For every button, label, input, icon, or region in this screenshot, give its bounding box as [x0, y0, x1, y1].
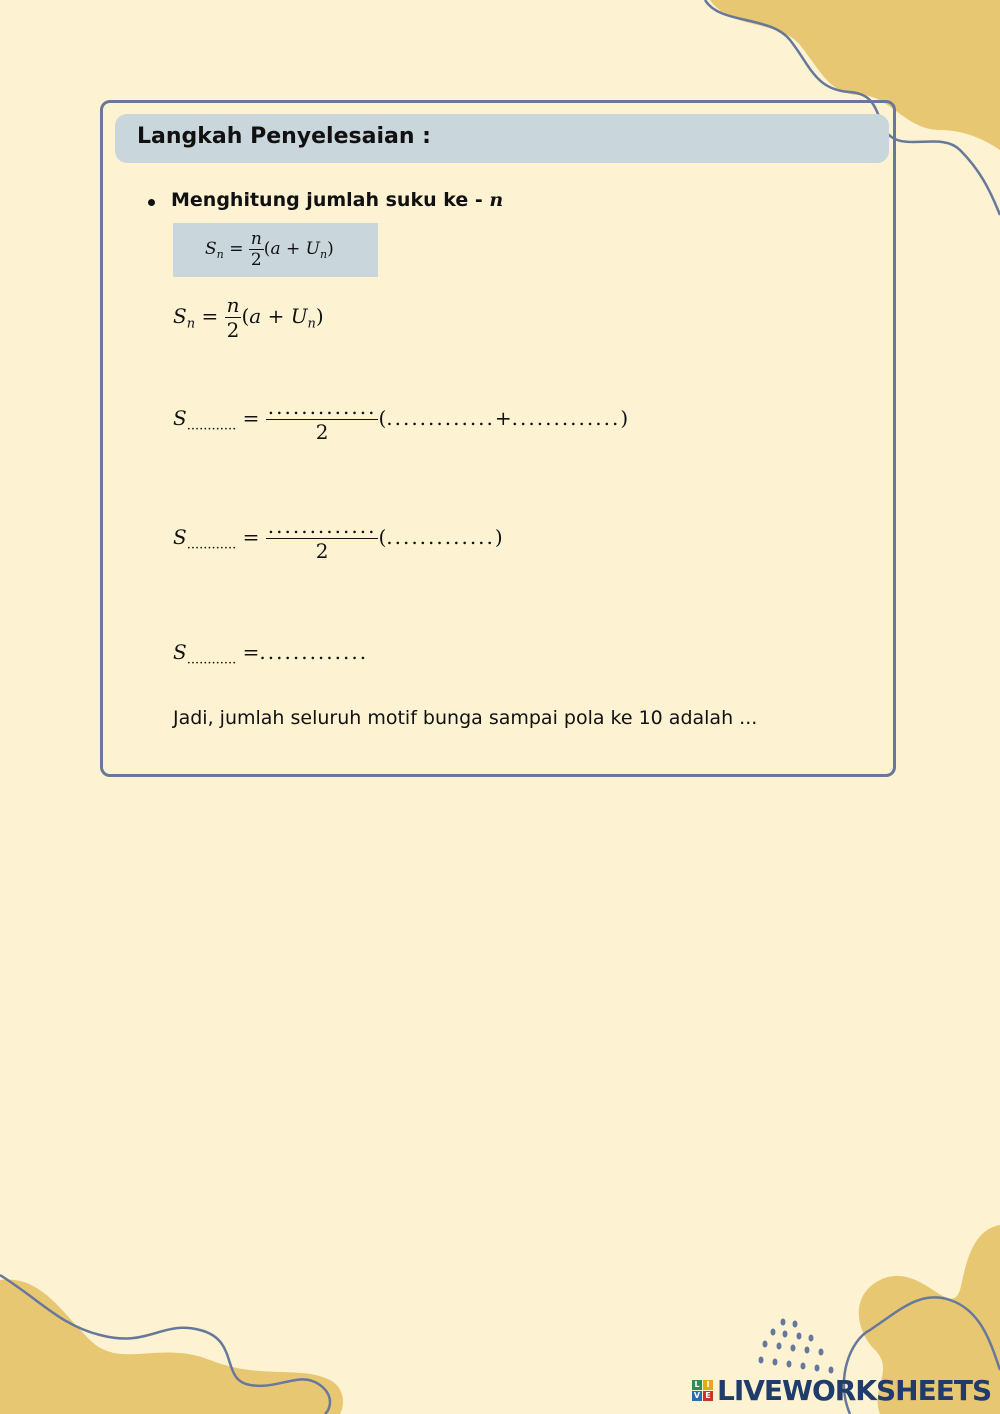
bullet-icon — [148, 199, 155, 206]
blank-last-term[interactable]: ............. — [511, 406, 621, 430]
blank-subscript[interactable]: ............ — [186, 537, 237, 553]
logo-text: LIVEWORKSHEETS — [717, 1373, 992, 1407]
conclusion-text: Jadi, jumlah seluruh motif bunga sampai pola ke 10 adalah ... — [173, 707, 758, 729]
blank-first-term[interactable]: ............. — [386, 406, 495, 430]
formula-line-general: $S_n$ = $\frac{n}{2}$ $(a + U_n)$ — [173, 293, 324, 342]
blank-subscript[interactable]: ............ — [186, 418, 237, 434]
blank-numerator[interactable]: ............. — [267, 514, 377, 538]
formula-line-simplify: $S_{............}$ = $\frac{.............}{2}$ (.............) — [173, 514, 503, 563]
formula-line-substitute: $S_{............}$ = $\frac{.............}{2}$ (.............+.............) — [173, 395, 629, 444]
reference-formula: $S_n$ = $\frac{n}{2}$ $(a + U_n)$ — [205, 229, 334, 270]
card-header — [115, 114, 889, 163]
step-heading — [171, 189, 503, 211]
formula-line-result: $S_{............}$ =............. — [173, 640, 369, 668]
blank-result[interactable]: ............. — [259, 640, 369, 664]
step-heading-variable: n — [489, 189, 504, 211]
blank-subscript[interactable]: ............ — [186, 652, 237, 668]
bottom-left-blob-decoration — [0, 1270, 360, 1414]
card-title: Langkah Penyelesaian : — [137, 124, 431, 149]
reference-formula-box — [173, 223, 378, 277]
blank-sum[interactable]: ............. — [386, 525, 495, 549]
step-heading-text: Menghitung jumlah suku ke - — [171, 189, 490, 211]
dot-pattern-decoration — [755, 1318, 835, 1378]
logo-mark-icon: L I V E — [692, 1380, 713, 1401]
liveworksheets-logo[interactable] — [692, 1374, 991, 1406]
blank-numerator[interactable]: ............. — [267, 395, 377, 419]
solution-steps-card — [100, 100, 896, 777]
